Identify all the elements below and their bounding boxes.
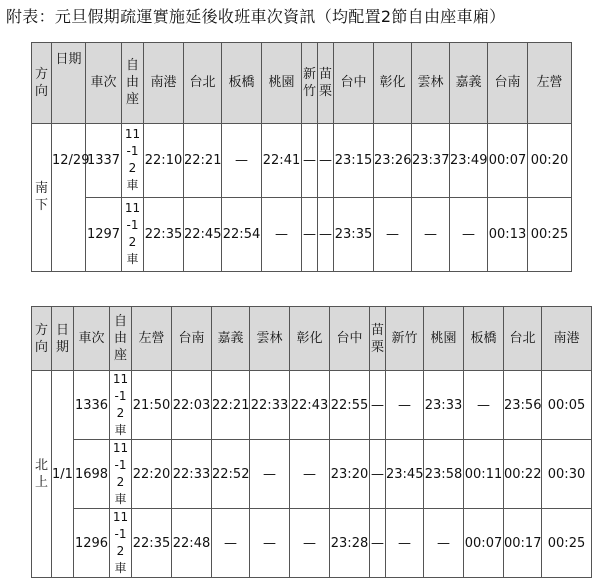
header-station: 台南 [172,307,212,371]
time-cell: — [374,197,412,271]
header-station: 彰化 [374,43,412,124]
header-station: 新竹 [386,307,424,371]
header-row [32,43,572,124]
free-seat-cars: 11-12車 [122,123,144,197]
time-cell: 00:25 [528,197,572,271]
time-cell: 23:37 [412,123,450,197]
time-cell: 22:21 [184,123,222,197]
time-cell: 22:33 [250,371,290,440]
header-station: 桃園 [424,307,464,371]
time-cell: — [464,371,504,440]
page-title: 附表：元旦假期疏運實施延後收班車次資訊（均配置2節自由座車廂） [6,7,506,26]
time-cell: — [370,509,386,578]
header-direction: 方向 [32,43,52,124]
free-seat-cars: 11-12車 [110,509,132,578]
time-cell: 00:07 [464,509,504,578]
time-cell: 22:41 [262,123,302,197]
header-station: 雲林 [250,307,290,371]
direction-cell: 北上 [32,371,52,578]
time-cell: 22:21 [212,371,250,440]
free-seat-cars: 11-12車 [110,371,132,440]
time-cell: 23:15 [334,123,374,197]
time-cell: 23:49 [450,123,488,197]
time-cell: — [290,440,330,509]
header-station: 台中 [334,43,374,124]
time-cell: — [290,509,330,578]
time-cell: — [386,509,424,578]
time-cell: 00:17 [504,509,542,578]
time-cell: — [412,197,450,271]
time-cell: — [250,509,290,578]
time-cell: 22:33 [172,440,212,509]
header-station: 台南 [488,43,528,124]
time-cell: — [250,440,290,509]
time-cell: 22:48 [172,509,212,578]
time-cell: 23:33 [424,371,464,440]
header-station: 彰化 [290,307,330,371]
header-station: 板橋 [464,307,504,371]
header-station: 左營 [528,43,572,124]
time-cell: — [212,509,250,578]
time-cell: 22:43 [290,371,330,440]
table-row [32,123,572,197]
direction-cell: 南下 [32,123,52,271]
header-row [32,307,592,371]
header-station: 左營 [132,307,172,371]
time-cell: 23:35 [334,197,374,271]
train-number: 1296 [74,509,110,578]
header-station: 南港 [144,43,184,124]
header-train: 車次 [86,43,122,124]
date-cell: 1/1 [52,371,74,578]
header-station: 苗栗 [318,43,334,124]
header-free-seat: 自由座 [110,307,132,371]
header-station: 南港 [542,307,592,371]
header-station: 板橋 [222,43,262,124]
train-number: 1297 [86,197,122,271]
time-cell: — [424,509,464,578]
time-cell: 23:45 [386,440,424,509]
header-date: 日期 [52,307,74,371]
time-cell: 22:55 [330,371,370,440]
time-cell: 00:25 [542,509,592,578]
table-row [32,440,592,509]
time-cell: 00:11 [464,440,504,509]
header-station: 嘉義 [212,307,250,371]
time-cell: 00:05 [542,371,592,440]
time-cell: 00:20 [528,123,572,197]
header-direction: 方向 [32,307,52,371]
header-station: 苗栗 [370,307,386,371]
header-station: 新竹 [302,43,318,124]
time-cell: 22:45 [184,197,222,271]
time-cell: 23:26 [374,123,412,197]
time-cell: — [302,197,318,271]
train-number: 1337 [86,123,122,197]
time-cell: — [222,123,262,197]
time-cell: 22:35 [144,197,184,271]
time-cell: 23:20 [330,440,370,509]
header-station: 雲林 [412,43,450,124]
time-cell: — [370,371,386,440]
time-cell: 23:58 [424,440,464,509]
header-station: 桃園 [262,43,302,124]
time-cell: — [370,440,386,509]
time-cell: — [318,197,334,271]
time-cell: 00:30 [542,440,592,509]
free-seat-cars: 11-12車 [122,197,144,271]
time-cell: 00:07 [488,123,528,197]
time-cell: — [302,123,318,197]
time-cell: 21:50 [132,371,172,440]
time-cell: 23:28 [330,509,370,578]
table-row [32,371,592,440]
time-cell: 00:22 [504,440,542,509]
table-row [32,509,592,578]
train-number: 1698 [74,440,110,509]
time-cell: 22:54 [222,197,262,271]
time-cell: 22:20 [132,440,172,509]
date-cell: 12/29 [52,123,86,271]
southbound-timetable [31,42,572,272]
header-train: 車次 [74,307,110,371]
header-station: 台北 [184,43,222,124]
time-cell: 22:35 [132,509,172,578]
northbound-timetable [31,306,592,578]
time-cell: 22:10 [144,123,184,197]
time-cell: 22:03 [172,371,212,440]
time-cell: — [450,197,488,271]
time-cell: — [262,197,302,271]
time-cell: 00:13 [488,197,528,271]
free-seat-cars: 11-12車 [110,440,132,509]
time-cell: 23:56 [504,371,542,440]
train-number: 1336 [74,371,110,440]
time-cell: 22:52 [212,440,250,509]
header-station: 嘉義 [450,43,488,124]
header-date: 日期 [52,43,86,124]
time-cell: — [318,123,334,197]
header-free-seat: 自由座 [122,43,144,124]
time-cell: — [386,371,424,440]
table-row [32,197,572,271]
header-station: 台北 [504,307,542,371]
header-station: 台中 [330,307,370,371]
